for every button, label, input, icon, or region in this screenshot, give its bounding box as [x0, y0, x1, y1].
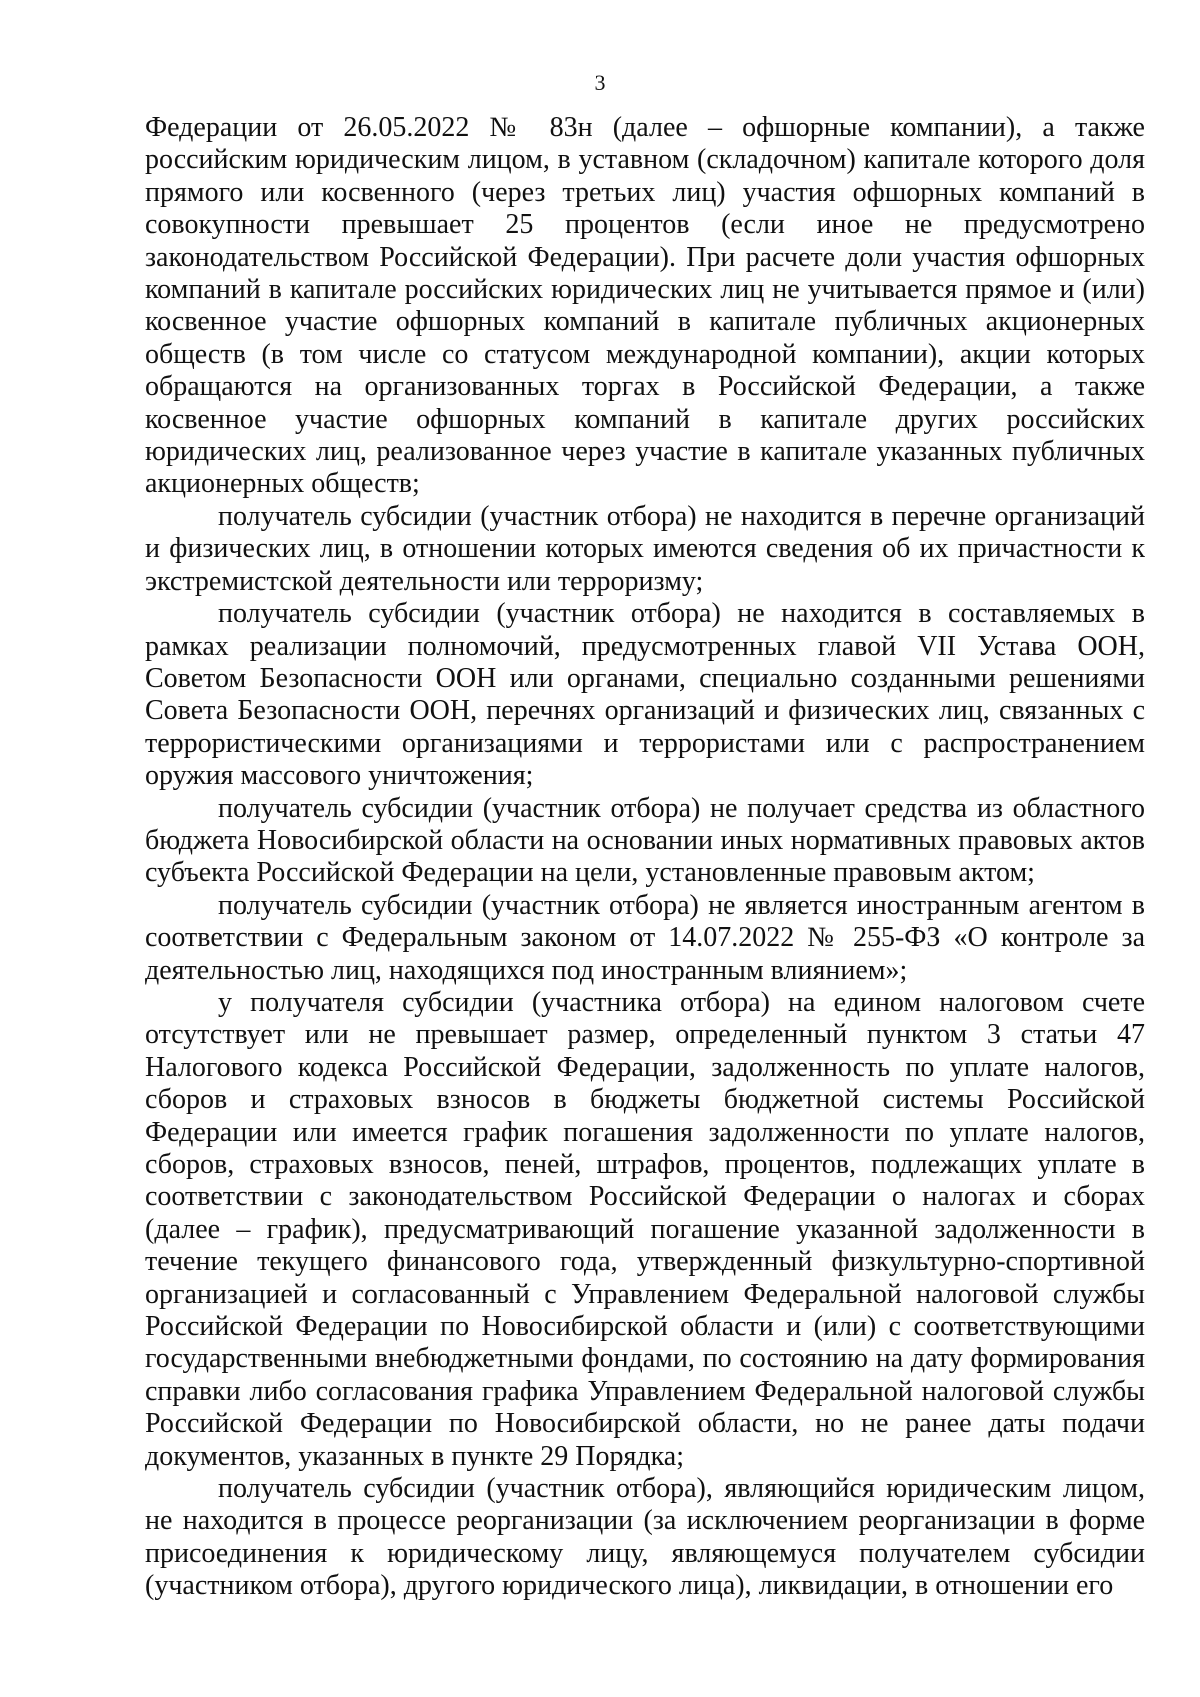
paragraph-foreign-agent: получатель субсидии (участник отбора) не является иностранным агентом в соответствии с Федеральным законом от 14.07.2022 № 255-ФЗ «О контроле за деятельностью лиц, находящихся под иностранным влиянием»; — [145, 889, 1145, 986]
paragraph-regional-budget-funds: получатель субсидии (участник отбора) не получает средства из областного бюджета Новосибирской области на основании иных нормативных правовых актов субъекта Российской Федерации на цели, установленные правовым актом; — [145, 792, 1145, 889]
paragraph-extremism-list: получатель субсидии (участник отбора) не находится в перечне организаций и физических лиц, в отношении которых имеются сведения об их причастности к экстремистской деятельности или терроризму; — [145, 500, 1145, 597]
document-body — [145, 112, 1145, 1603]
paragraph-un-security-council-list: получатель субсидии (участник отбора) не находится в составляемых в рамках реализации полномочий, предусмотренных главой VII Устава ООН, Советом Безопасности ООН или органами, специально созданными решениями Совета Безопасности ООН, перечнях организаций и физических лиц, связанных с террористическими организациями и террористами или с распространением оружия массового уничтожения; — [145, 598, 1145, 792]
paragraph-tax-debt: у получателя субсидии (участника отбора) на едином налоговом счете отсутствует или не превышает размер, определенный пунктом 3 статьи 47 Налогового кодекса Российской Федерации, задолженность по уплате налогов, сборов и страховых взносов в бюджеты бюджетной системы Российской Федерации или имеется график погашения задолженности по уплате налогов, сборов, страховых взносов, пеней, штрафов, процентов, подлежащих уплате в соответствии с законодательством Российской Федерации о налогах и сборах (далее – график), предусматривающий погашение указанной задолженности в течение текущего финансового года, утвержденный физкультурно-спортивной организацией и согласованный с Управлением Федеральной налоговой службы Российской Федерации по Новосибирской области и (или) с соответствующими государственными внебюджетными фондами, по состоянию на дату формирования справки либо согласования графика Управлением Федеральной налоговой службы Российской Федерации по Новосибирской области, но не ранее даты подачи документов, указанных в пункте 29 Порядка; — [145, 986, 1145, 1472]
paragraph-reorganization: получатель субсидии (участник отбора), являющийся юридическим лицом, не находится в процессе реорганизации (за исключением реорганизации в форме присоединения к юридическому лицу, являющемуся получателем субсидии (участником отбора), другого юридического лица), ликвидации, в отношении его — [145, 1473, 1145, 1602]
page-number: 3 — [594, 70, 606, 95]
paragraph-offshore-continuation: Федерации от 26.05.2022 № 83н (далее – офшорные компании), а также российским юридическим лицом, в уставном (складочном) капитале которого доля прямого или косвенного (через третьих лиц) участия офшорных компаний в совокупности превышает 25 процентов (если иное не предусмотрено законодательством Российской Федерации). При расчете доли участия офшорных компаний в капитале российских юридических лиц не учитывается прямое и (или) косвенное участие офшорных компаний в капитале публичных акционерных обществ (в том числе со статусом международной компании), акции которых обращаются на организованных торгах в Российской Федерации, а также косвенное участие офшорных компаний в капитале других российских юридических лиц, реализованное через участие в капитале указанных публичных акционерных обществ; — [145, 112, 1145, 500]
